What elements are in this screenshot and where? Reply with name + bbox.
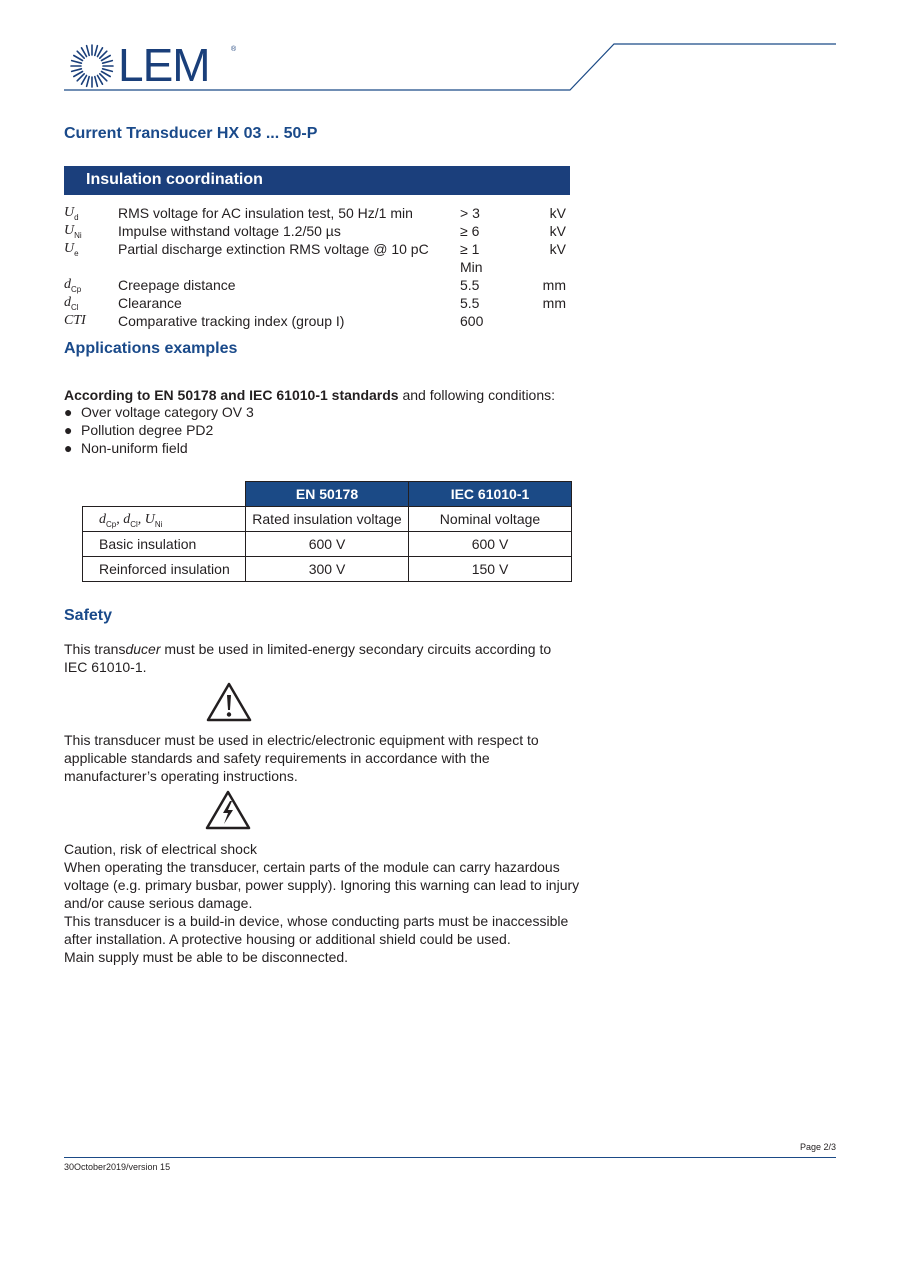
- row-value: ≥ 1: [460, 241, 480, 257]
- row-value: 5.5: [460, 295, 480, 311]
- insulation-section-header: Insulation coordination: [64, 166, 570, 195]
- row-label-cell: Basic insulation: [83, 532, 246, 557]
- logo-text: LEM: [118, 39, 210, 91]
- row-unit: kV: [549, 223, 566, 239]
- table-row: [83, 507, 572, 532]
- bullet-item: ● Pollution degree PD2: [64, 422, 214, 438]
- row-unit: kV: [549, 205, 566, 221]
- table-cell: 600 V: [409, 532, 572, 557]
- insulation-row: [64, 223, 570, 241]
- row-symbol: $U_d$: [64, 205, 79, 222]
- insulation-row: [64, 241, 570, 259]
- row-symbol: $U_{Ni}$: [64, 223, 82, 240]
- row-symbols-cell: $d_{Cp}$, $d_{Cl}$, $U_{Ni}$: [83, 507, 246, 532]
- row-value: ≥ 6: [460, 223, 480, 239]
- table-row: [83, 532, 572, 557]
- version-date: 30October2019/version 15: [64, 1162, 171, 1172]
- insulation-row: [64, 313, 570, 331]
- lem-sunburst-logo-icon: [68, 42, 116, 90]
- row-value: 5.5: [460, 277, 480, 293]
- row-symbol: $d_{Cp}$: [64, 277, 82, 294]
- table-header-row: [83, 482, 572, 507]
- safety-paragraph-2: This transducer must be used in electric/electronic equipment with respect to applicable standards and safety requirements in accordance with the manufacturer’s operating instructions.: [64, 732, 539, 784]
- insulation-row: [64, 295, 570, 313]
- row-label-cell: Reinforced insulation: [83, 557, 246, 582]
- row-symbol: $U_e$: [64, 241, 79, 258]
- electric-shock-icon: [205, 790, 251, 830]
- row-parameter: Clearance: [118, 295, 182, 311]
- safety-heading: Safety: [64, 607, 113, 624]
- row-unit: mm: [542, 277, 566, 293]
- row-parameter: RMS voltage for AC insulation test, 50 Hz/1 min: [118, 205, 413, 221]
- row-parameter: Comparative tracking index (group I): [118, 313, 345, 329]
- row-value: 600: [460, 313, 484, 329]
- insulation-row: [64, 277, 570, 295]
- bullet-dot-icon: ●: [64, 404, 73, 420]
- applications-intro: [64, 386, 584, 404]
- table-corner: [83, 482, 246, 507]
- bullet-dot-icon: ●: [64, 422, 73, 438]
- column-header: IEC 61010-1: [409, 482, 572, 507]
- applications-intro-bold: According to EN 50178 and IEC 61010-1 standards: [64, 387, 399, 403]
- bullet-item: ● Over voltage category OV 3: [64, 404, 254, 420]
- applications-heading: Applications examples: [64, 340, 238, 357]
- table-cell: 600 V: [246, 532, 409, 557]
- table-cell: Rated insulation voltage: [246, 507, 409, 532]
- applications-intro-rest: and following conditions:: [398, 387, 556, 403]
- table-cell: 300 V: [246, 557, 409, 582]
- safety-paragraph-3: Caution, risk of electrical shock When operating the transducer, certain parts of the module can carry hazardous voltage (e.g. primary busbar, power supply). Ignoring this warning can lead to injury and/or cause serious damage. This transducer is a build-in device, whose conducting parts must be inaccessible after installation. A protective housing or additional shield could be used. Main supply must be able to be disconnected.: [64, 841, 580, 965]
- table-row: [83, 557, 572, 582]
- document-title: Current Transducer HX 03 ... 50-P: [64, 125, 318, 142]
- footer-divider: [64, 1157, 836, 1158]
- column-header: EN 50178: [246, 482, 409, 507]
- row-symbol: $d_{Cl}$: [64, 295, 79, 312]
- page-number: Page 2/3: [799, 1142, 836, 1152]
- row-parameter: Creepage distance: [118, 277, 236, 293]
- insulation-row: [64, 259, 570, 277]
- row-unit: mm: [542, 295, 566, 311]
- table-cell: 150 V: [409, 557, 572, 582]
- bullet-item: ● Non-uniform field: [64, 440, 188, 456]
- row-parameter: Impulse withstand voltage 1.2/50 µs: [118, 223, 341, 239]
- row-value: > 3: [460, 205, 480, 221]
- insulation-row: [64, 205, 570, 223]
- warning-exclamation-icon: [206, 682, 252, 722]
- row-parameter: Partial discharge extinction RMS voltage @ 10 pC: [118, 241, 429, 257]
- table-cell: Nominal voltage: [409, 507, 572, 532]
- row-unit: kV: [549, 241, 566, 257]
- bullet-dot-icon: ●: [64, 440, 73, 456]
- row-value: Min: [460, 259, 483, 275]
- logo-registered-mark: ®: [231, 46, 237, 53]
- row-symbol: CTI: [64, 313, 86, 328]
- safety-paragraph-1: This transducer must be used in limited-energy secondary circuits according to IEC 61010-1.: [64, 641, 552, 675]
- applications-table: [82, 481, 572, 582]
